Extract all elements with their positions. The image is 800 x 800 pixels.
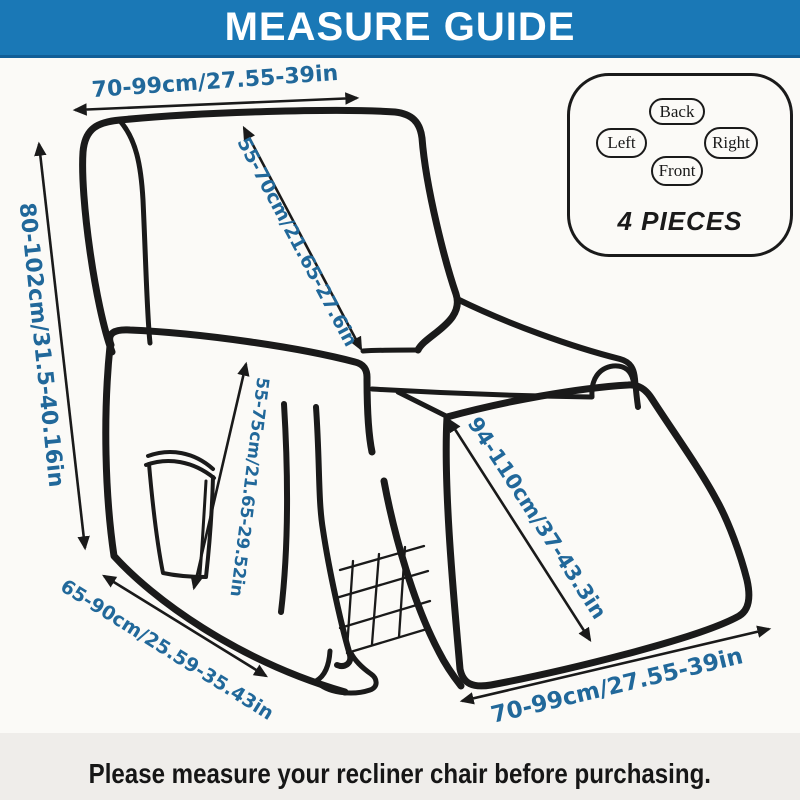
piece-pill-left: [596, 128, 647, 158]
armrest-front-edge: [281, 404, 287, 612]
backrest-bottom-seam: [363, 350, 418, 351]
piece-pill-right: [704, 127, 758, 159]
measurement-backrest-diagonal: 55-70cm/21.65-27.6in: [232, 133, 362, 351]
measurement-seat-height: 55-75cm/21.65-29.52in: [225, 376, 273, 598]
footer-note-band: [0, 733, 800, 800]
piece-pill-left-label: Left: [607, 133, 636, 152]
page-title: MEASURE GUIDE: [224, 5, 576, 49]
seat-corner-line: [398, 392, 446, 416]
footer-note: Please measure your recliner chair before purchasing.: [88, 757, 712, 789]
piece-pill-front-label: Front: [658, 161, 696, 180]
measurement-top-width: 70-99cm/27.55-39in: [90, 60, 340, 104]
measurement-footrest-length: 94-110cm/37-43.3in: [462, 412, 612, 624]
measurement-base-depth: 65-90cm/25.59-35.43in: [56, 575, 278, 725]
piece-pill-right-label: Right: [712, 133, 750, 152]
right-armrest-dome: [592, 366, 633, 396]
arrow-footrest-length: [449, 420, 590, 640]
piece-pill-back-label: Back: [659, 101, 695, 121]
backrest-outline: [83, 110, 458, 352]
pieces-panel: [567, 73, 793, 257]
piece-pill-back: [649, 98, 705, 125]
right-armrest-sweep: [457, 299, 638, 407]
chair-foot: [316, 651, 376, 693]
backrest-left-seam: [120, 121, 150, 343]
measurement-footrest-width: 70-99cm/27.55-39in: [488, 643, 746, 729]
measurement-back-height: 80-102cm/31.5-40.16in: [13, 201, 69, 489]
piece-pill-front: [651, 156, 703, 186]
pieces-count-caption: 4 PIECES: [617, 206, 743, 236]
